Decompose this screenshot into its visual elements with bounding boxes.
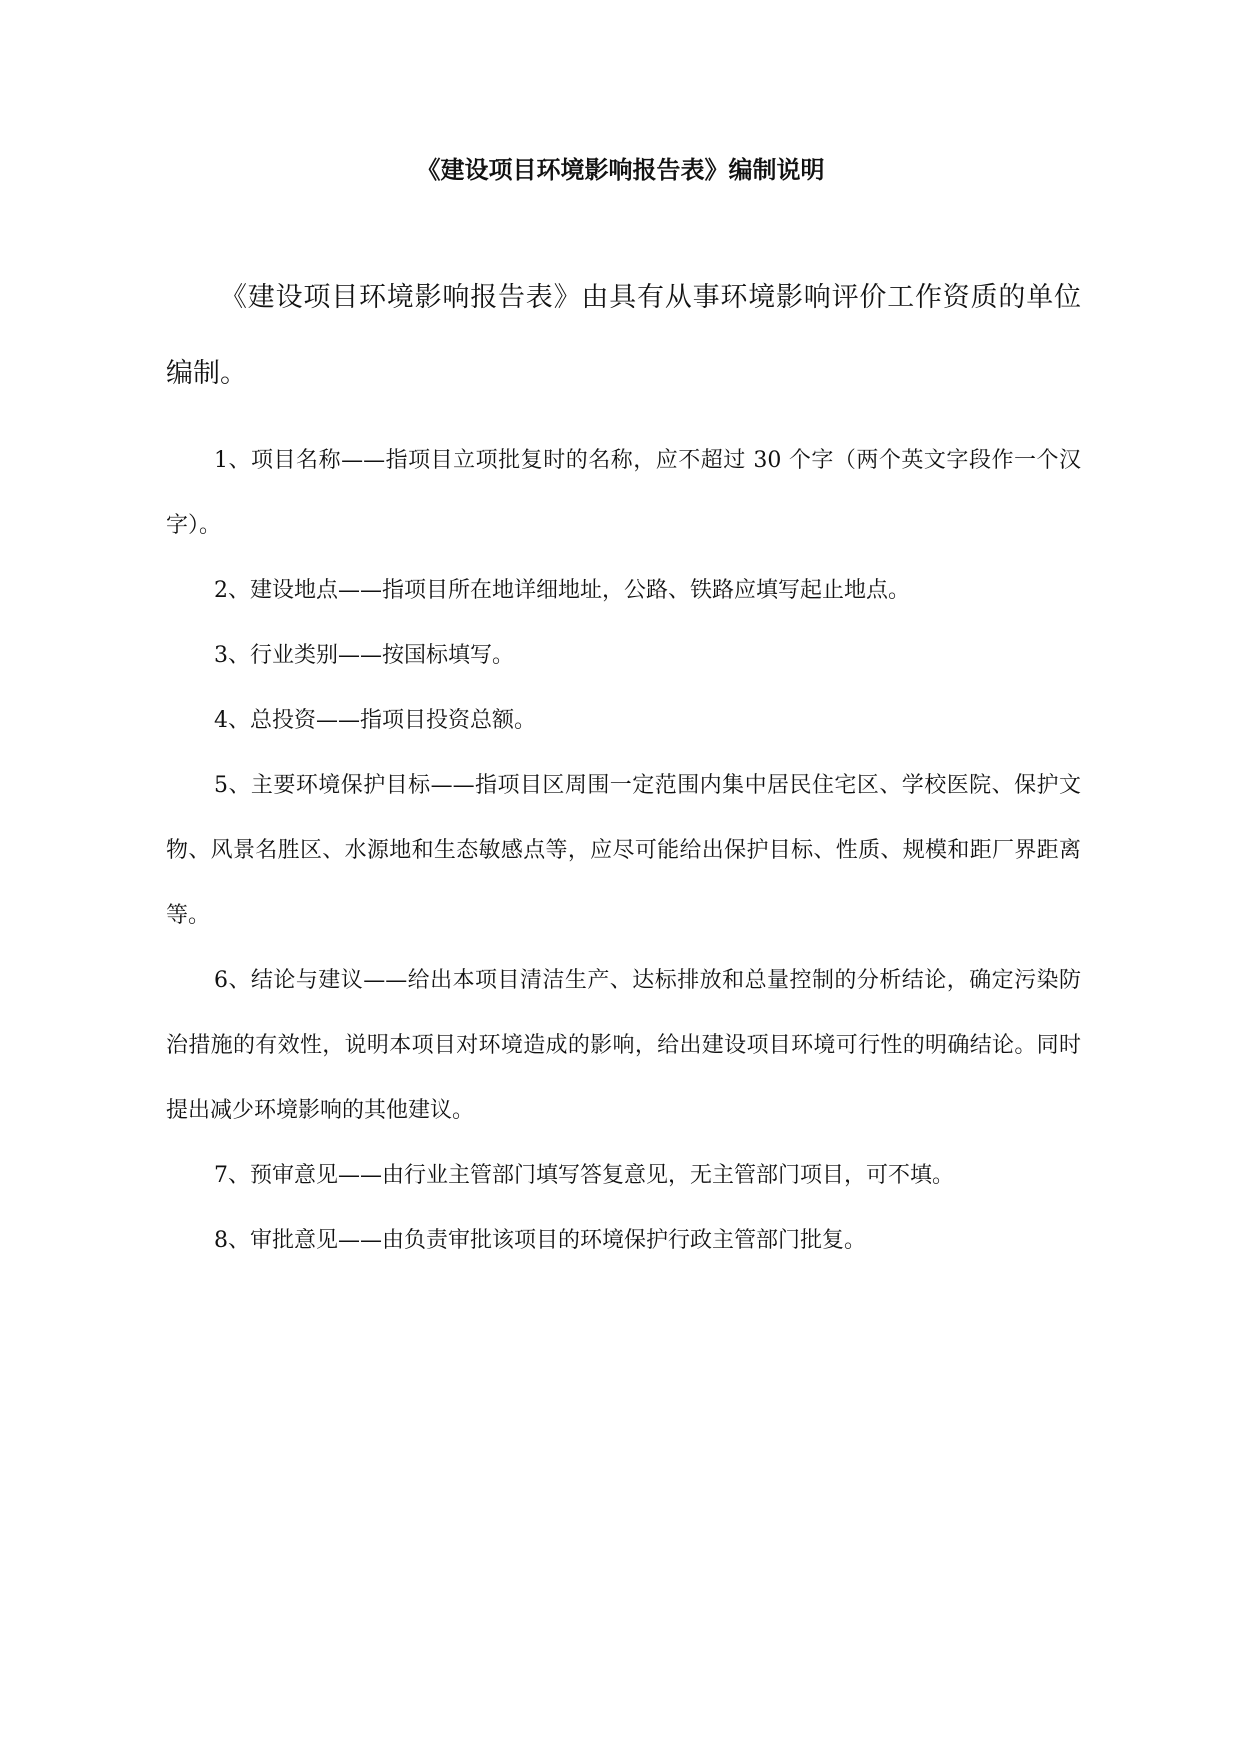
document-title: 《建设项目环境影响报告表》编制说明: [416, 155, 825, 184]
intro-paragraph: 《建设项目环境影响报告表》由具有从事环境影响评价工作资质的单位编制。: [166, 282, 1081, 389]
instruction-list: [166, 428, 1081, 1273]
instruction-item-preliminary-review: 7、预审意见——由行业主管部门填写答复意见，无主管部门项目，可不填。: [214, 1163, 954, 1188]
instruction-item-project-name: 1、项目名称——指项目立项批复时的名称，应不超过 30 个字（两个英文字段作一个汉字）。: [166, 448, 1081, 538]
instruction-item-conclusions: 6、结论与建议——给出本项目清洁生产、达标排放和总量控制的分析结论，确定污染防治措施的有效性，说明本项目对环境造成的影响，给出建设项目环境可行性的明确结论。同时提出减少环境影响的其他建议。: [166, 968, 1081, 1123]
instruction-item-approval: 8、审批意见——由负责审批该项目的环境保护行政主管部门批复。: [214, 1228, 866, 1253]
instruction-item-protection-targets: 5、主要环境保护目标——指项目区周围一定范围内集中居民住宅区、学校医院、保护文物、风景名胜区、水源地和生态敏感点等，应尽可能给出保护目标、性质、规模和距厂界距离等。: [166, 773, 1081, 928]
instruction-item-industry: 3、行业类别——按国标填写。: [214, 643, 514, 668]
instruction-item-investment: 4、总投资——指项目投资总额。: [214, 708, 536, 733]
instruction-item-location: 2、建设地点——指项目所在地详细地址，公路、铁路应填写起止地点。: [214, 578, 910, 603]
